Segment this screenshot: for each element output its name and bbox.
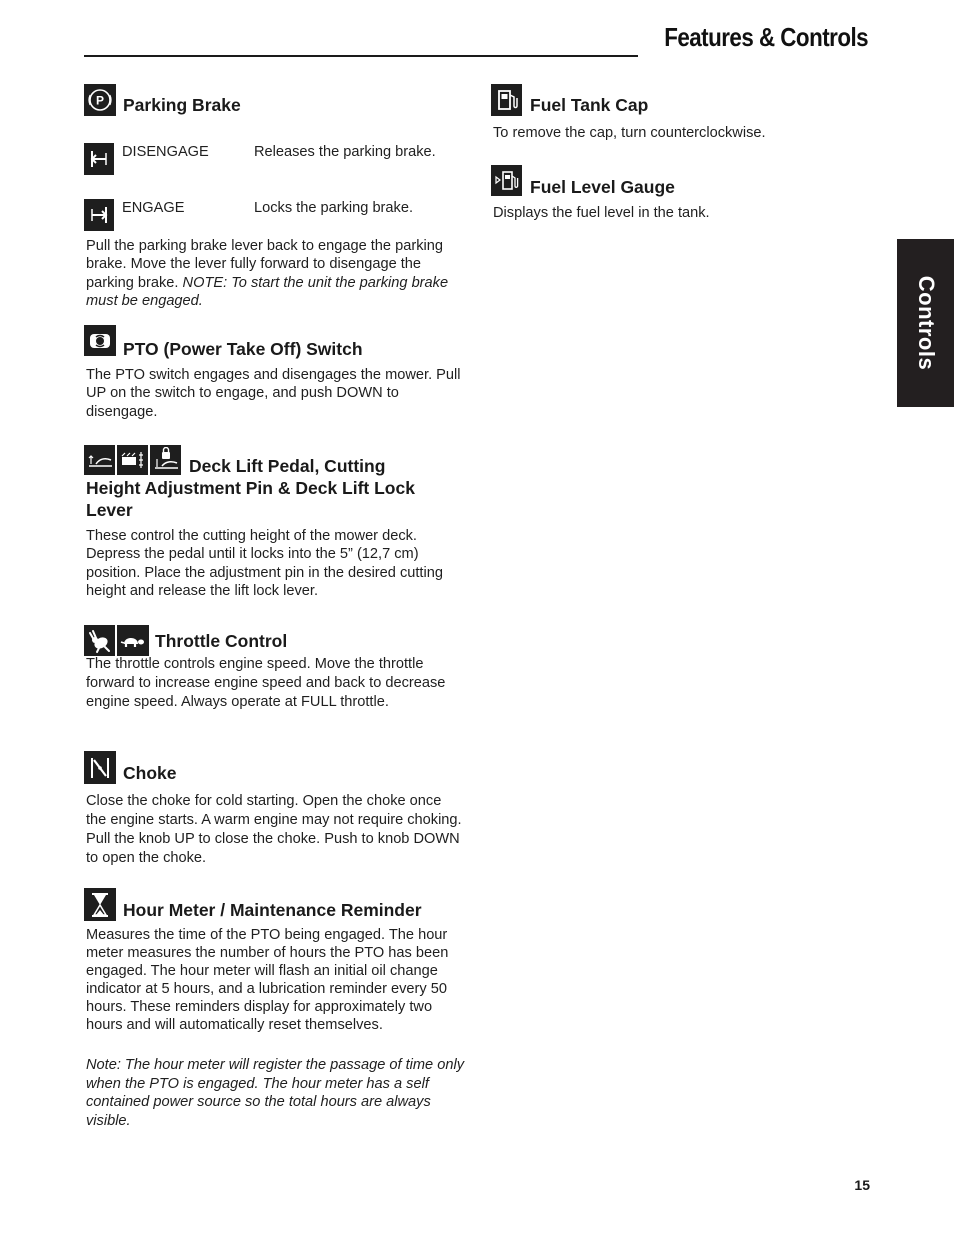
disengage-desc: Releases the parking brake. [254,144,436,160]
hourglass-icon [84,888,116,921]
fuel-cap-title: Fuel Tank Cap [530,95,649,115]
engage-label: ENGAGE [122,200,185,216]
choke-body: Close the choke for cold starting. Open the choke once the engine starts. A warm engine may not require choking. Pull the knob UP to close the choke. Push to knob DOWN to open the choke. [86,793,462,866]
hour-meter-title: Hour Meter / Maintenance Reminder [123,900,422,920]
disengage-label: DISENGAGE [122,144,209,160]
hour-meter-body: Measures the time of the PTO being engaged. The hour meter measures the number of hours the PTO has been engaged. The hour meter will flash an initial oil change indicator at 5 hours, and a lubrication reminder every 50 hours. These reminders display for approximately two hours and will automatically reset themselves. [86,927,449,1033]
throttle-body: The throttle controls engine speed. Move the throttle forward to increase engine speed and back to decrease engine speed. Always operate at FULL throttle. [86,656,446,710]
engage-desc: Locks the parking brake. [254,200,413,216]
fuel-gauge-title: Fuel Level Gauge [530,177,675,197]
fuel-cap-icon [491,84,522,116]
deck-title-rest: Height Adjustment Pin & Deck Lift Lock Lever [86,478,415,520]
choke-icon [84,751,116,784]
parking-brake-body [86,237,464,310]
parking-brake-note: NOTE: To start the unit the parking brake must be engaged. [86,274,449,309]
deck-title-line1: Deck Lift Pedal, Cutting [189,456,386,476]
parking-brake-icon [84,84,116,116]
disengage-icon [84,143,114,175]
deck-body: These control the cutting height of the mower deck. Depress the pedal until it locks into the 5” (12,7 cm) position. Place the adjustment pin in the desired cutting height and release the lift lock lever. [86,528,443,599]
side-tab [897,239,954,407]
deck-lift-pedal-icon [84,445,115,475]
side-tab-label: Controls [913,275,939,371]
fuel-gauge-body: Displays the fuel level in the tank. [493,205,710,221]
fuel-cap-body: To remove the cap, turn counterclockwise. [493,125,766,141]
hour-meter-note: Note: The hour meter will register the passage of time only when the PTO is engaged. The hour meter has a self contained power source so the total hours are always visible. [86,1057,464,1130]
pto-title: PTO (Power Take Off) Switch [123,339,363,359]
header-rule [84,55,638,57]
cutting-height-pin-icon [117,445,148,475]
rabbit-icon [84,625,115,656]
turtle-icon [117,625,149,656]
pto-body: The PTO switch engages and disengages the mower. Pull UP on the switch to engage, and push DOWN to disengage. [86,367,461,420]
pto-icon [84,325,116,356]
fuel-gauge-icon [491,165,522,196]
throttle-title: Throttle Control [155,631,288,651]
page-number: 15 [854,1177,870,1193]
parking-brake-title: Parking Brake [123,95,241,115]
svg-text:P: P [95,93,105,108]
choke-title: Choke [123,763,177,783]
page-title: Features & Controls [664,22,868,52]
deck-lift-lock-icon [150,445,181,475]
parking-brake-text: Pull the parking brake lever back to engage the parking brake. Move the lever fully forward to disengage the parking brake. [86,238,443,291]
engage-icon [84,199,114,231]
